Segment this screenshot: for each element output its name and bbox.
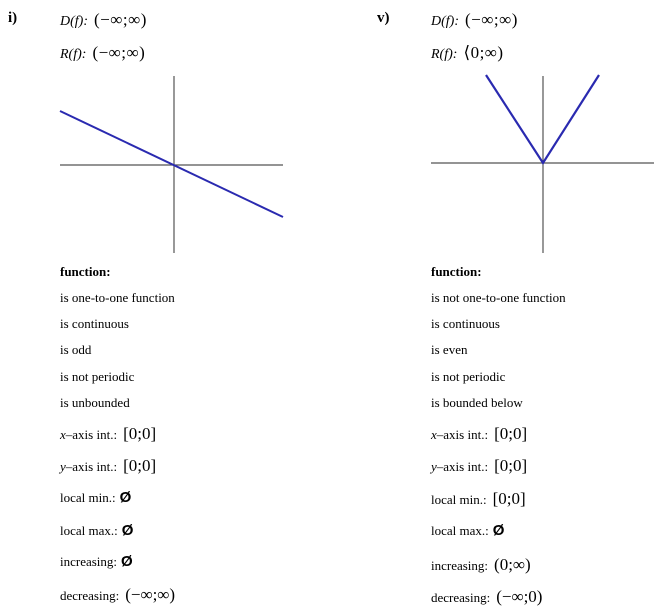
panel-v-numeral: v)	[377, 10, 390, 26]
panel-v-prop: is continuous	[431, 316, 500, 331]
domain-label: D(f):	[60, 14, 88, 29]
panel-i-prop: is unbounded	[60, 395, 130, 410]
panel-v-increasing	[431, 555, 531, 575]
panel-i-prop: is continuous	[60, 316, 129, 331]
y-int-value: [0;0]	[494, 456, 528, 475]
decreasing-value: (−∞;0)	[496, 587, 543, 606]
panel-v-local-min	[431, 489, 526, 509]
panel-i-x-intercept	[60, 424, 156, 444]
panel-v-decreasing	[431, 587, 542, 607]
range-label: R(f):	[60, 47, 87, 62]
panel-i-function-heading: function:	[60, 264, 111, 279]
decreasing-label: decreasing:	[60, 588, 120, 603]
y-int-value: [0;0]	[123, 456, 157, 475]
decreasing-value: (−∞;∞)	[125, 585, 176, 604]
local-max-value: Ø	[121, 522, 134, 539]
local-max-label: local max.:	[431, 523, 489, 538]
panel-i-numeral: i)	[8, 10, 18, 26]
domain-label: D(f):	[431, 14, 459, 29]
panel-v-range	[431, 43, 504, 63]
y-int-label: –axis int.:	[65, 459, 118, 474]
increasing-value: Ø	[121, 553, 133, 570]
x-int-label: –axis int.:	[436, 427, 489, 442]
panel-i-prop: is odd	[60, 342, 92, 357]
panel-v-prop: is even	[431, 342, 468, 357]
panel-i-curve	[60, 111, 283, 217]
x-var: x	[60, 427, 66, 442]
x-int-value: [0;0]	[494, 424, 528, 443]
decreasing-label: decreasing:	[431, 590, 491, 605]
local-max-label: local max.:	[60, 523, 118, 538]
y-var: y	[431, 459, 437, 474]
panel-i-y-intercept	[60, 456, 156, 476]
panel-v-prop: is not one-to-one function	[431, 290, 566, 305]
panel-v-y-intercept	[431, 456, 527, 476]
increasing-label: increasing:	[60, 554, 118, 569]
range-value: (−∞;∞)	[92, 43, 146, 62]
local-min-value: [0;0]	[492, 489, 526, 508]
local-min-label: local min.:	[431, 492, 487, 507]
local-min-label: local min.:	[60, 490, 116, 505]
x-int-label: –axis int.:	[65, 427, 118, 442]
domain-value: (−∞;∞)	[94, 10, 147, 29]
panel-i-prop: is not periodic	[60, 369, 135, 384]
range-label: R(f):	[431, 47, 458, 62]
panel-v-prop: is not periodic	[431, 369, 506, 384]
x-var: x	[431, 427, 437, 442]
increasing-label: increasing:	[431, 558, 489, 573]
panel-v-x-intercept	[431, 424, 527, 444]
panel-i-local-max	[60, 522, 133, 539]
panel-i-local-min	[60, 489, 131, 506]
y-int-label: –axis int.:	[436, 459, 489, 474]
panel-v-prop: is bounded below	[431, 395, 523, 410]
panel-i-increasing	[60, 553, 133, 570]
panel-v-function-heading: function:	[431, 264, 482, 279]
local-min-value: Ø	[119, 489, 132, 506]
x-int-value: [0;0]	[123, 424, 157, 443]
y-var: y	[60, 459, 66, 474]
panel-i-decreasing	[60, 585, 175, 605]
panel-i-prop: is one-to-one function	[60, 290, 175, 305]
range-value: ⟨0;∞)	[463, 43, 504, 62]
panel-v-local-max	[431, 522, 504, 539]
panel-v-domain	[431, 10, 518, 30]
domain-value: (−∞;∞)	[465, 10, 518, 29]
local-max-value: Ø	[492, 522, 505, 539]
increasing-value: (0;∞)	[494, 555, 531, 574]
